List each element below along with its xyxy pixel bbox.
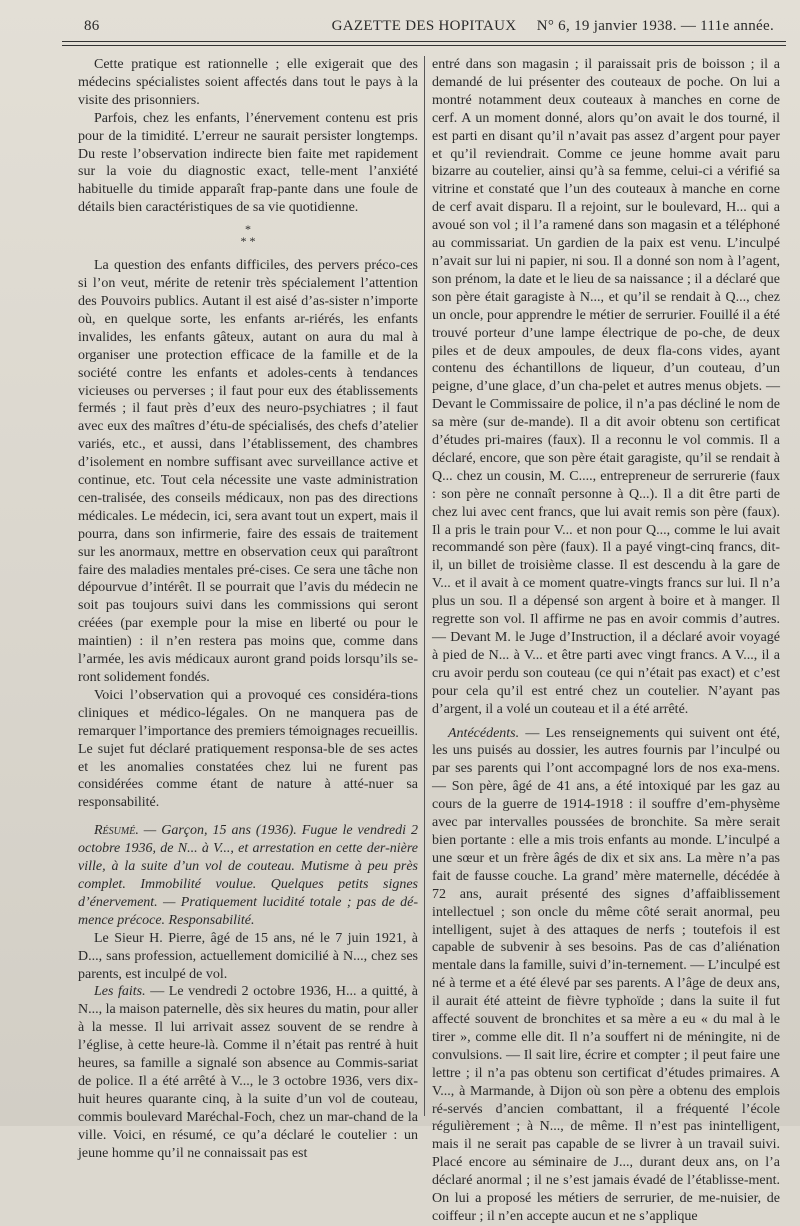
running-header (62, 18, 786, 38)
paragraph: Parfois, chez les enfants, l’énervement contenu est pris pour de la timidité. L’erreur ne saurait persister longtemps. Du reste l’observation indirecte bien faite met rapidement sur la voie du diagnostic exact, telle-ment l’anxiété habituelle du timide apparaît frap-pante dans une foule de détails bien caractéristiques de sa vie quotidienne. (78, 110, 418, 216)
faits-text: — Le vendredi 2 octobre 1936, H... a quitté, à N..., la maison paternelle, dès six heures du matin, pour aller à la messe. Il lui arrivait assez souvent de se rendre à l’église, à cette heure-là. Comme il n’était pas rentré à huit heures, sa famille a signalé son absence au Commis-sariat de police. Il a été arrêté à V..., le 3 octobre 1936, vers dix-huit heures quarante cinq, à la suite d’un vol de couteau, commis boulevard Maréchal-Foch, chez un mar-chand de la ville. Voici, en résumé, ce qu’a déclaré le coutelier : un jeune homme qu’il ne connaissait pas est (78, 984, 418, 1161)
column-divider (424, 56, 425, 1116)
faits-label: Les faits. (94, 984, 146, 1000)
header-rule-top (62, 41, 786, 42)
resume-paragraph (78, 822, 418, 929)
section-separator-stars: * * * (240, 222, 256, 249)
page-number: 86 (84, 18, 100, 34)
issue-info: N° 6, 19 janvier 1938. — 111e année. (536, 18, 774, 34)
paragraph: entré dans son magasin ; il paraissait pris de boisson ; il a demandé de lui présenter des couteaux de poche. On lui a montré notamment deux couteaux à manches en corne de cerf. A un moment donné, alors qu’on avait le dos tourné, il est parti en disant qu’il n’avait pas assez d’argent pour payer et qu’il reviendrait. Comme ce jeune homme avait paru bizarre au coutelier, ainsi qu’à sa femme, celui-ci a vérifié sa vitrine et constaté que l’un des couteaux à manche en corne de cerf avait disparu. Il a rejoint, sur le boulevard, H... qui a avoué son vol ; il l’a ramené dans son magasin et a téléphoné au commissariat. Un gardien de la paix est venu. L’inculpé n’avait sur lui ni papier, ni sou. Il a donné son nom à l’agent, son prénom, la date et le lieu de sa naissance ; il a déclaré que son père était garagiste à N..., et qu’il se rendait à Q..., chez un oncle, pour apprendre le métier de serrurier. Fouillé il a été trouvé porteur d’une lampe électrique de po-che, de deux piles et de deux ampoules, de deux fla-cons vides, ayant contenu des échantillons de liqueur, d’un couteau, d’un peigne, d’une glace, d’un cha-pelet et autres menus objets. — Devant le Commissaire de police, il n’a pas décliné le nom de sa mère (sur de-mande). Il a dit avoir obtenu son certificat d’études pri-maires (faux). Il a reconnu le vol commis. Il a déclaré, encore, que son père était garagiste, qu’il se rendait à Q... chez un cousin, M. C...., entrepreneur de serrurerie (faux : son père ne connaît personne à Q...). Il a dit être parti de chez lui avec cent francs, que lui avait remis son père (faux). Il a pris le train pour V... et non pour Q..., comme le lui avait recommandé son père (faux). Il a payé vingt-cinq francs, dit-il, un billet de troisième classe. Il est descendu à la gare de V... et il avait à ce moment quatre-vingts francs sur lui. Il n’a plus un sou. Il a dépensé son argent à boire et à manger. Il regrette son vol. Il affirme ne pas en avoir commis d’autres. — Devant M. le Juge d’Instruction, il a déclaré avoir voyagé à pied de N... à V... et être parti avec vingt francs. A V..., il a cru avoir perdu son couteau (ce qui n’était pas exact) et c’est pour cela qu’il est entré chez un coutelier. N’ayant pas d’argent, il a volé un couteau et il a été arrêté. (432, 57, 780, 717)
left-column (78, 56, 418, 1162)
antecedents-text: — Les renseignements qui suivent ont été, les uns puisés au dossier, les autres fournis par l’inculpé ou par ses parents qui l’ont accompagné lors de nos exa-mens. — Son père, âgé de 41 ans, a été intoxiqué par les gaz au cours de la guerre de 1914-1918 : il souffre d’em-physème avec par intervalles poussées de bronchite. Sa mère serait bien portante : elle a mis trois enfants au monde. L’inculpé a une sœur et un frère âgés de dix et six ans. La mère n’a pas fait de fausse couche. La grand’ mère maternelle, décédée à 72 ans, aurait présenté des signes d’affaiblissement intellectuel ; son oncle du même côté serait anormal, peu intelligent, sujet à des attaques de nerfs ; toutefois il est capable de subvenir à ses besoins. Pas de cas d’aliénation mentale dans la famille, suivi d’in-ternement. — L’inculpé est né à terme et a été élevé par ses parents. A l’âge de deux ans, il aurait été atteint de fièvre typhoïde ; dans la suite il fut affecté souvent de bronchites et sa mère a eu « du mal à le tirer », comme elle dit. Il n’a souffert ni de méningite, ni de convulsions. — Il sait lire, écrire et compter ; il peut faire une lettre ; il n’a pas obtenu son certificat d’études primaires. A V..., à Marmande, à Dijon où son père a obtenu des emplois ré-servés d’ancien combattant, il a fréquenté l’école régulièrement ; à N..., de même. Il n’est pas inintelligent, mais il ne serait pas capable de se livrer à un travail suivi. Placé encore au séminaire de J..., durant deux ans, on l’a déclaré anormal ; il ne s’est jamais évadé de l’établisse-ment. On lui a proposé les métiers de serrurier, de me-nuisier, de coiffeur ; il n’en accepte aucun et ne s’applique (432, 725, 780, 1224)
resume-label: Résumé. (94, 823, 139, 839)
faits-paragraph (78, 983, 418, 1162)
paragraph: Voici l’observation qui a provoqué ces considéra-tions cliniques et médico-légales. On ne manquera pas de remarquer l’importance des premiers témoignages recueillis. Le sujet fut déclaré pratiquement responsa-ble de ses actes et les anomalies constatées chez lui ne furent pas considérées comme étant de nature à atté-nuer sa responsabilité. (78, 687, 418, 811)
journal-title: GAZETTE DES HOPITAUX (331, 18, 517, 34)
paragraph: Cette pratique est rationnelle ; elle exigerait que des médecins spécialistes soient affectés dans tout le pays à la visite des prisonniers. (78, 57, 418, 108)
antecedents-label: Antécédents. (448, 725, 520, 741)
right-column (432, 56, 780, 1226)
antecedents-paragraph (432, 725, 780, 1226)
header-rule-bottom (62, 45, 786, 46)
paragraph: La question des enfants difficiles, des pervers préco-ces si l’on veut, mérite de retenir très spécialement l’attention des Pouvoirs publics. Autant il est aisé d’as-sister n’importe où, en quelque sorte, les enfants ar-riérés, les enfants invalides, les enfants gâteux, autant on aura du mal à organiser une protection efficace de la famille et de la société contre les enfants et adoles-cents à tendances vicieuses ou perverses ; il faut pour eux des établissements fermés ; il faut près d’eux des neuro-psychiatres ; il faut avec eux des maîtres d’étu-de spécialisés, des chefs d’atelier variés, etc., et aussi, dans l’établissement, des chambres d’isolement en nombre suffisant avec surveillance active et continue, etc. Tout cela nécessite une vaste administration cen-tralisée, des conseils médicaux, non pas des directions médicales. Le médecin, ici, sera avant tout un expert, mais il pourra, dans son infirmerie, faire des essais de traitement sur les anormaux, mettre en observation ceux qui paraîtront faire des maladies mentales pré-cises. Ce sera une tâche non dépourvue d’intérêt. Il se pourrait que l’avis du médecin ne soit pas toujours suivi dans les commissions qui seront créées (par exemple pour la mise en liberté ou pour le maintien) : il n’en restera pas moins que, comme dans l’armée, les avis médicaux auront grand poids lorsqu’ils se-ront solidement fondés. (78, 258, 418, 685)
resume-text: — Garçon, 15 ans (1936). Fugue le vendredi 2 octobre 1936, de N... à V..., et arrestation en cette der-nière ville, à la suite d’un vol de couteau. Mutisme à peu près complet. Immobilité voulue. Quelques petits signes d’énervement. — Pratiquement lucidité totale ; pas de dé-mence précoce. Responsabilité. (78, 823, 418, 928)
paragraph: Le Sieur H. Pierre, âgé de 15 ans, né le 7 juin 1921, à D..., sans profession, actuellement domicilié à N..., chez ses parents, est inculpé de vol. (78, 930, 418, 982)
